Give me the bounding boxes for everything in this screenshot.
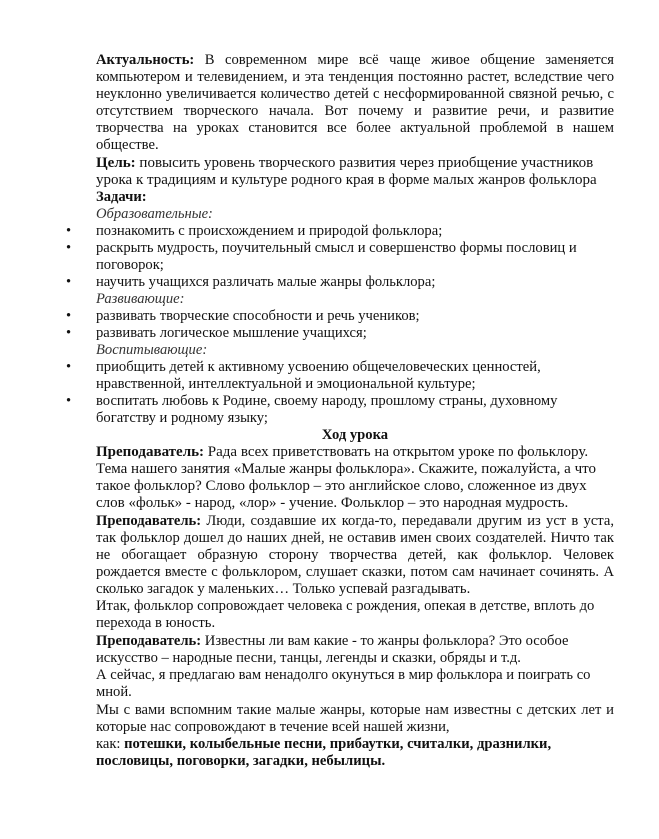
document-page: [96, 52, 614, 770]
actuality-text: В современном мире всё чаще живое общение заменяется компьютером и телевидением, и эта тенденция постоянно растет, вследствие чего неуклонно увеличивается количество детей с несформированной связной речью, с отсутствием творческого начала. Вот почему и развитие речи, и развитие творчества на уроках становится все более актуальной проблемой в нашем обществе.: [96, 52, 614, 153]
teacher-label: Преподаватель:: [96, 633, 202, 649]
list-item: • развивать творческие способности и речь учеников;: [96, 308, 614, 325]
lesson-paragraph-7: как: потешки, колыбельные песни, прибаутки, считалки, дразнилки, пословицы, поговорки, загадки, небылицы.: [96, 736, 552, 769]
list-item: • развивать логическое мышление учащихся;: [96, 325, 614, 342]
teacher-label: Преподаватель:: [96, 444, 205, 460]
list-item: • раскрыть мудрость, поучительный смысл и совершенство формы пословиц и поговорок;: [96, 240, 614, 274]
lesson-paragraph-5: А сейчас, я предлагаю вам ненадолго окунуться в мир фольклора и поиграть со мной.: [96, 667, 591, 700]
educational-label: Образовательные:: [96, 206, 213, 222]
tasks-heading: Задачи:: [96, 189, 147, 205]
list-item: • познакомить с происхождением и природой фольклора;: [96, 223, 614, 240]
actuality-label: Актуальность:: [96, 52, 195, 68]
goal-paragraph: [96, 155, 614, 189]
teacher-label: Преподаватель:: [96, 513, 202, 529]
lesson-heading: Ход урока: [321, 427, 389, 443]
lesson-paragraph-4: Преподаватель: Известны ли вам какие - то жанры фольклора? Это особое искусство – народные песни, танцы, легенды и сказки, обряды и т.д.: [96, 633, 569, 666]
developing-label: Развивающие:: [96, 291, 185, 307]
lesson-paragraph-1: Преподаватель: Рада всех приветствовать на открытом уроке по фольклору. Тема нашего занятия «Малые жанры фольклора». Скажите, пожалуйста, а что такое фольклор? Слово фольклор – это английское слово, сложенное из двух слов «фольк» - народ, «лор» - учение. Фольклор – это народная мудрость.: [96, 444, 596, 511]
lesson-paragraph-6: Мы с вами вспомним такие малые жанры, которые нам известны с детских лет и которые нас сопровождают в течение всей нашей жизни,: [96, 702, 614, 735]
educational-list: [96, 223, 614, 291]
lesson-paragraph-3: Итак, фольклор сопровождает человека с рождения, опекая в детстве, вплоть до перехода в юность.: [96, 598, 595, 631]
upbringing-list: [96, 359, 614, 427]
list-item: • приобщить детей к активному усвоению общечеловеческих ценностей, нравственной, интеллектуальной и эмоциональной культуре;: [96, 359, 614, 393]
goal-text: повысить уровень творческого развития через приобщение участников урока к традициям и культуре родного края в форме малых жанров фольклора: [96, 155, 597, 188]
goal-label: Цель:: [96, 155, 136, 171]
actuality-paragraph: [96, 52, 614, 154]
upbringing-label: Воспитывающие:: [96, 342, 208, 358]
list-item: • воспитать любовь к Родине, своему народу, прошлому страны, духовному богатству и родному языку;: [96, 393, 614, 427]
genres-list: потешки, колыбельные песни, прибаутки, считалки, дразнилки, пословицы, поговорки, загадки, небылицы.: [96, 736, 552, 769]
list-item: • научить учащихся различать малые жанры фольклора;: [96, 274, 614, 291]
lesson-paragraph-2: Преподаватель: Люди, создавшие их когда-то, передавали другим из уст в уста, так фольклор дошел до наших дней, не оставив имен своих создателей. Ничто так не обогащает образную сторону творчества детей, как фольклор. Человек рождается вместе с фольклором, слушает сказки, потом сам начинает сочинять. А сколько загадок у маленьких… Только успевай разгадывать.: [96, 513, 614, 597]
developing-list: [96, 308, 614, 342]
